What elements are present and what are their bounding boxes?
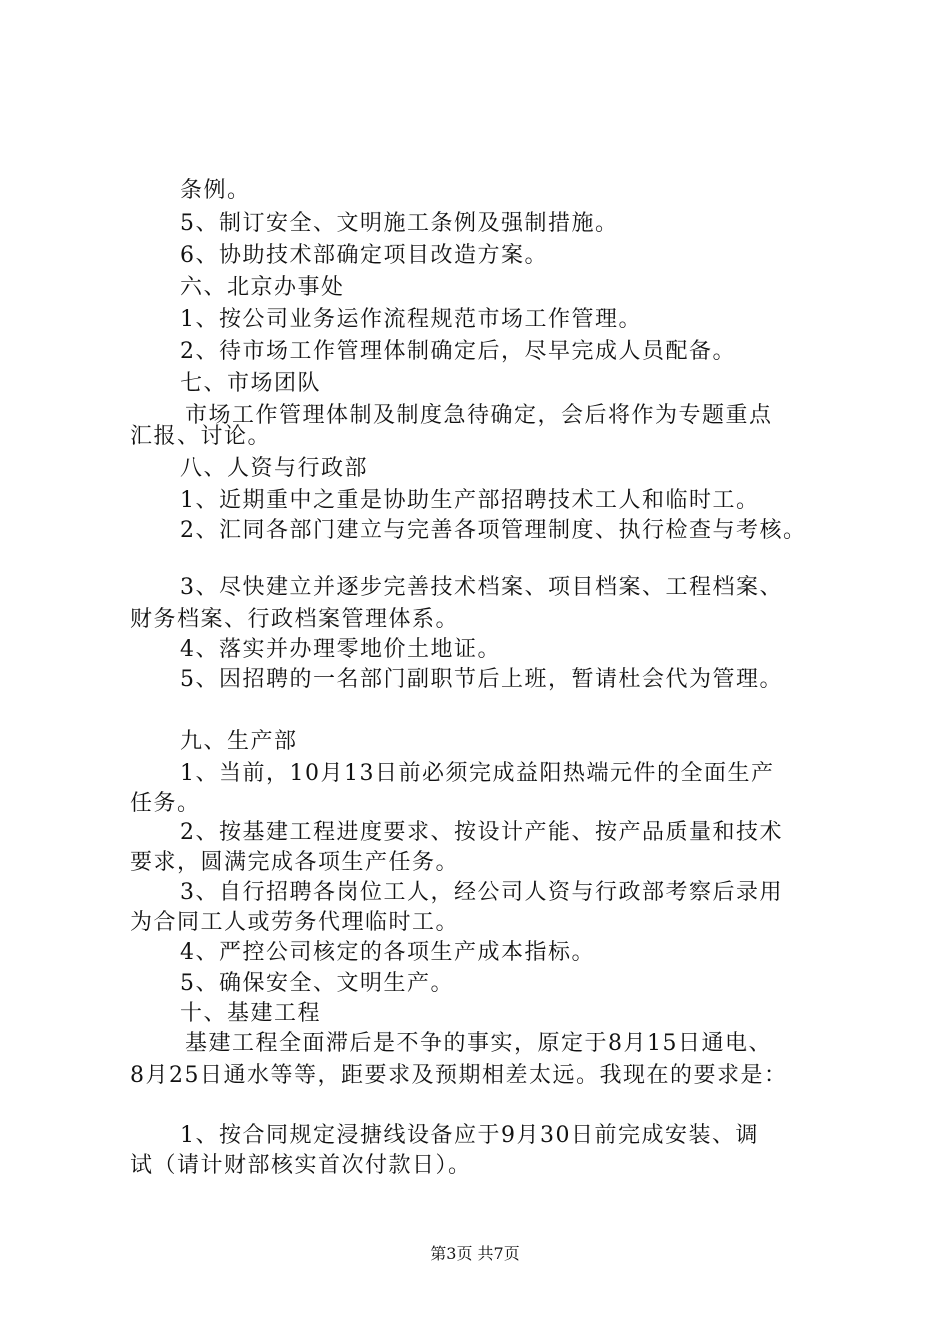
paragraph-line: 市场工作管理体制及制度急待确定，会后将作为专题重点 [185,403,773,428]
paragraph-line: 3、自行招聘各岗位工人，经公司人资与行政部考察后录用 [180,880,783,905]
paragraph-line: 条例。 [180,178,251,203]
paragraph-line: 5、制订安全、文明施工条例及强制措施。 [180,211,619,236]
paragraph-line: 要求，圆满完成各项生产任务。 [130,850,460,875]
section-heading: 七、市场团队 [180,371,322,396]
paragraph-line: 8月25日通水等等，距要求及预期相差太远。我现在的要求是： [130,1063,788,1088]
paragraph-line: 汇报、讨论。 [130,424,272,449]
paragraph-line: 为合同工人或劳务代理临时工。 [130,910,460,935]
paragraph-line: 2、按基建工程进度要求、按设计产能、按产品质量和技术 [180,820,783,845]
paragraph-line: 财务档案、行政档案管理体系。 [130,607,460,632]
paragraph-line: 2、待市场工作管理体制确定后，尽早完成人员配备。 [180,339,736,364]
page-number-footer: 第3页 共7页 [430,1244,520,1263]
paragraph-line: 2、汇同各部门建立与完善各项管理制度、执行检查与考核。 [180,518,807,543]
paragraph-line: 1、当前，10月13日前必须完成益阳热端元件的全面生产 [180,761,775,786]
paragraph-line: 1、按合同规定浸搪线设备应于9月30日前完成安装、调 [180,1123,759,1148]
paragraph-line: 4、严控公司核定的各项生产成本指标。 [180,940,595,965]
paragraph-line: 试（请计财部核实首次付款日）。 [130,1153,472,1178]
paragraph-line: 任务。 [130,791,201,816]
paragraph-line: 4、落实并办理零地价土地证。 [180,637,501,662]
section-heading: 八、人资与行政部 [180,456,369,481]
paragraph-line: 5、确保安全、文明生产。 [180,971,454,996]
section-heading: 六、北京办事处 [180,275,345,300]
section-heading: 十、基建工程 [180,1001,322,1026]
paragraph-line: 1、按公司业务运作流程规范市场工作管理。 [180,307,642,332]
section-heading: 九、生产部 [180,729,298,754]
paragraph-line: 1、近期重中之重是协助生产部招聘技术工人和临时工。 [180,488,760,513]
paragraph-line: 3、尽快建立并逐步完善技术档案、项目档案、工程档案、 [180,575,783,600]
paragraph-line: 6、协助技术部确定项目改造方案。 [180,243,548,268]
paragraph-line: 5、因招聘的一名部门副职节后上班，暂请杜会代为管理。 [180,667,783,692]
paragraph-line: 基建工程全面滞后是不争的事实，原定于8月15日通电、 [185,1031,772,1056]
